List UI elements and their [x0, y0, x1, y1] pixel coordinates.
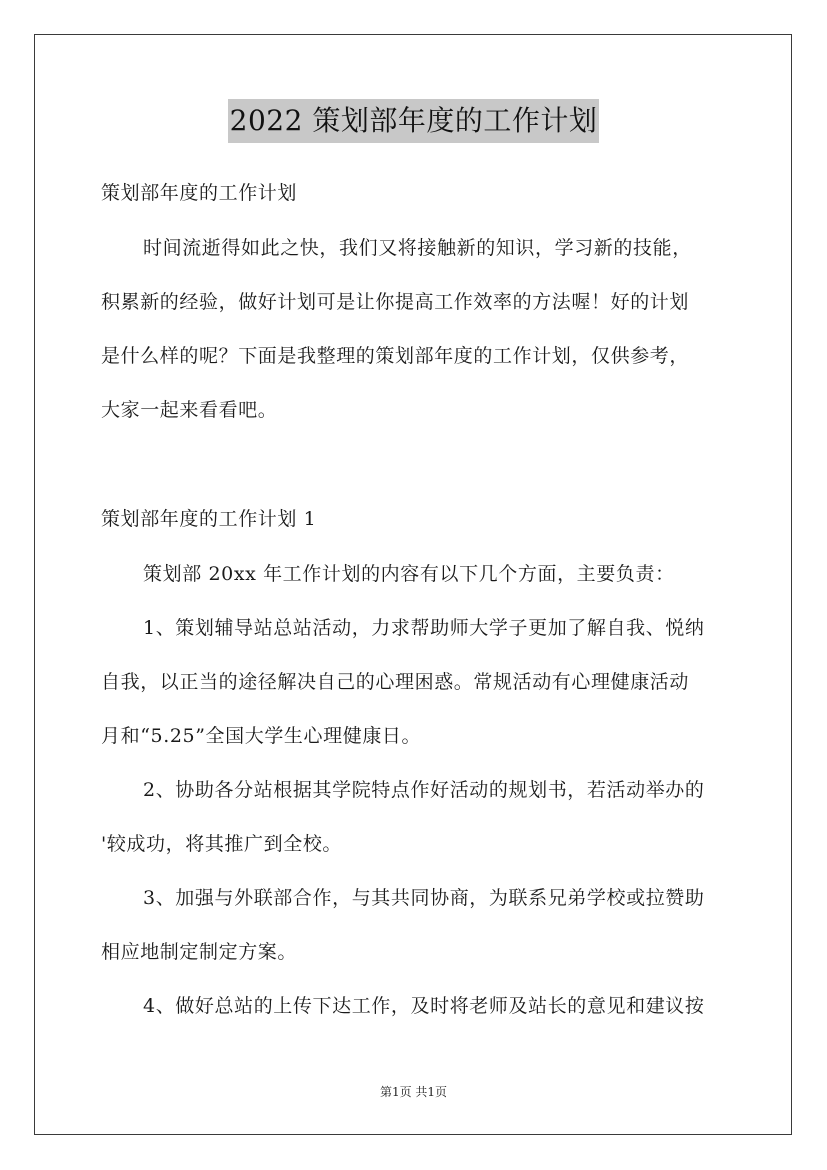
document-title: 2022 策划部年度的工作计划 [228, 99, 600, 143]
body-line: '较成功，将其推广到全校。 [101, 833, 343, 855]
body-line: 自我，以正当的途径解决自己的心理困惑。常规活动有心理健康活动 [101, 671, 690, 693]
intro-line: 时间流逝得如此之快，我们又将接触新的知识，学习新的技能， [143, 237, 692, 259]
page-number-footer: 第1页 共1页 [379, 1085, 448, 1099]
body-line: 1、策划辅导站总站活动，力求帮助师大学子更加了解自我、悦纳 [143, 617, 705, 639]
title-container [0, 99, 827, 143]
section-heading: 策划部年度的工作计划 1 [101, 508, 317, 530]
document-subtitle: 策划部年度的工作计划 [101, 182, 298, 204]
intro-line: 是什么样的呢？下面是我整理的策划部年度的工作计划，仅供参考， [101, 345, 690, 367]
body-line: 月和“5.25”全国大学生心理健康日。 [101, 725, 422, 747]
intro-line: 大家一起来看看吧。 [101, 399, 278, 421]
intro-line: 积累新的经验，做好计划可是让你提高工作效率的方法喔！好的计划 [101, 291, 690, 313]
body-line: 2、协助各分站根据其学院特点作好活动的规划书，若活动举办的 [143, 779, 705, 801]
body-line: 4、做好总站的上传下达工作，及时将老师及站长的意见和建议按 [143, 995, 705, 1017]
body-line: 3、加强与外联部合作，与其共同协商，为联系兄弟学校或拉赞助 [143, 887, 705, 909]
body-line: 策划部 20xx 年工作计划的内容有以下几个方面，主要负责： [143, 563, 675, 585]
body-line: 相应地制定制定方案。 [101, 941, 298, 963]
